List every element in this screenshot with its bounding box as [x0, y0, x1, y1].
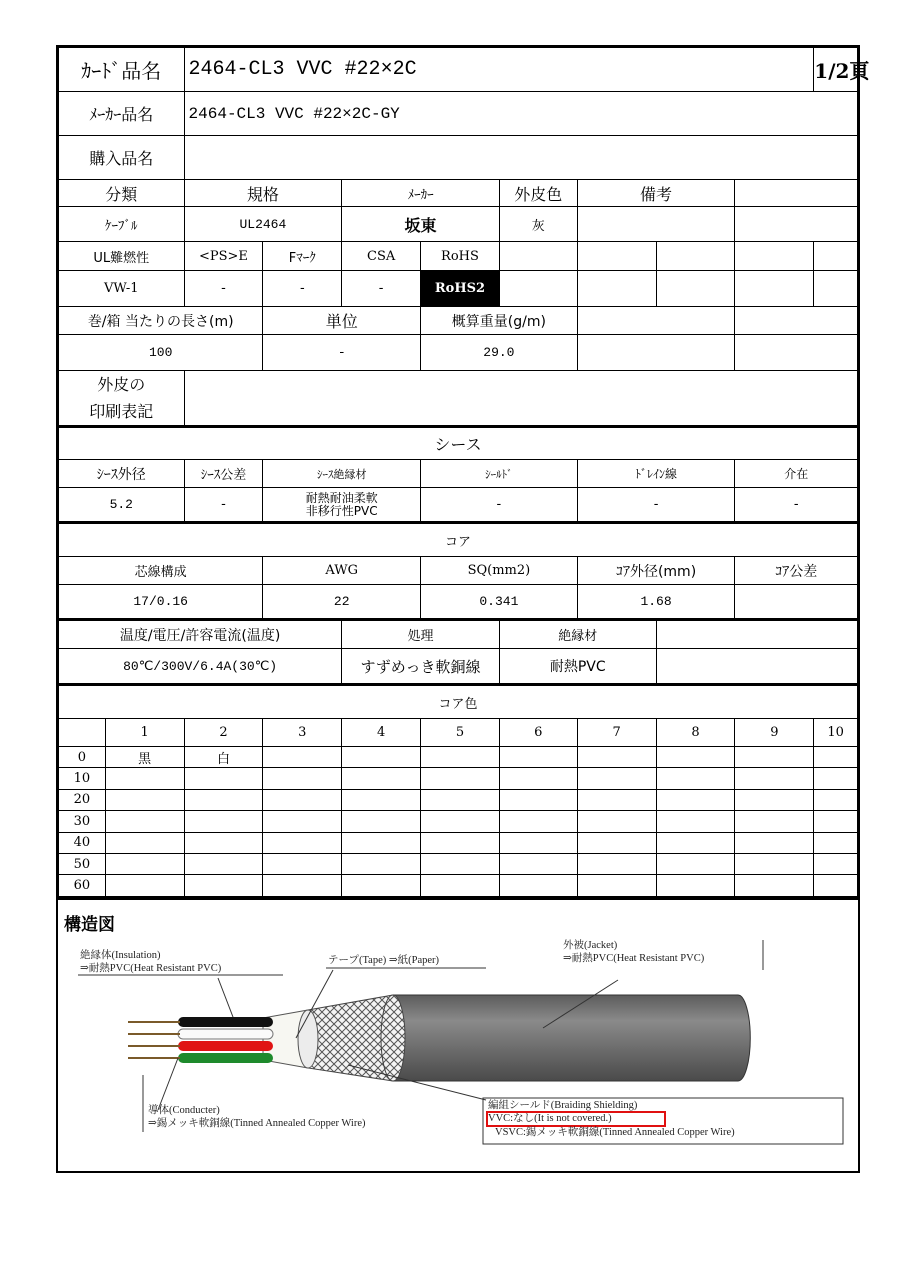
color-cell — [656, 853, 735, 874]
spec-sheet — [56, 45, 870, 1173]
row-label: 10 — [59, 768, 106, 789]
weight-value: 29.0 — [421, 335, 578, 371]
flame-header-pse: <PS>E — [184, 242, 263, 271]
core-color-col-5: 5 — [421, 719, 500, 747]
print-label-line-1: 外皮の — [97, 375, 146, 394]
spec-header-category: 分類 — [59, 180, 185, 207]
color-cell — [421, 789, 500, 810]
color-cell — [105, 832, 184, 853]
color-cell — [263, 768, 342, 789]
length-value-blank-1 — [577, 335, 735, 371]
color-cell — [421, 811, 500, 832]
structure-diagram — [58, 897, 858, 1163]
color-cell — [499, 768, 577, 789]
spec-value-category: ｹｰﾌﾞﾙ — [59, 207, 185, 242]
jacket-shape — [393, 995, 750, 1081]
conductor-material: ⇒錫メッキ軟銅線(Tinned Annealed Copper Wire) — [148, 1117, 366, 1129]
core-value-sq: 0.341 — [421, 585, 578, 620]
print-marking-value — [184, 371, 857, 427]
core-value-awg: 22 — [263, 585, 421, 620]
row-label: 20 — [59, 789, 106, 810]
length-header-blank-1 — [577, 307, 735, 335]
core-color-title: コア色 — [59, 685, 858, 719]
unit-value: - — [263, 335, 421, 371]
color-cell — [735, 832, 814, 853]
spec-value-remarks — [577, 207, 735, 242]
tape-end — [298, 1010, 318, 1068]
color-cell — [656, 832, 735, 853]
core-color-col-4: 4 — [342, 719, 421, 747]
color-cell — [499, 832, 577, 853]
braid-shape — [308, 995, 393, 1081]
color-cell — [577, 789, 656, 810]
table-row — [59, 811, 858, 832]
sheath-header-material: ｼｰｽ絶縁材 — [263, 460, 421, 488]
maker-name-label: ﾒｰｶｰ品名 — [59, 92, 185, 136]
spec-table — [58, 47, 870, 897]
color-cell — [577, 811, 656, 832]
shield-vsvc: VSVC:錫メッキ軟銅線(Tinned Annealed Copper Wire) — [495, 1126, 735, 1138]
insulation-material: ⇒耐熱PVC(Heat Resistant PVC) — [80, 962, 222, 974]
spec-value-blank — [735, 207, 858, 242]
flame-value-ul: VW-1 — [59, 271, 185, 307]
row-label: 0 — [59, 747, 106, 768]
insulation-value: 耐熱PVC — [499, 649, 656, 685]
color-cell — [263, 853, 342, 874]
braid-end — [381, 995, 405, 1081]
core-color-col-2: 2 — [184, 719, 263, 747]
spec-header-color: 外皮色 — [499, 180, 577, 207]
color-cell — [814, 747, 858, 768]
color-cell — [184, 811, 263, 832]
maker-name-value: 2464-CL3 VVC #22×2C-GY — [184, 92, 857, 136]
print-label-line-2: 印刷表記 — [89, 402, 154, 421]
insulation-arrow — [218, 978, 233, 1017]
color-cell — [577, 768, 656, 789]
table-row — [59, 789, 858, 810]
table-row — [59, 768, 858, 789]
color-cell — [814, 811, 858, 832]
core-color-col-6: 6 — [499, 719, 577, 747]
color-cell — [105, 768, 184, 789]
row-label: 30 — [59, 811, 106, 832]
color-cell — [421, 747, 500, 768]
insulation-label: 絶縁体(Insulation) — [80, 949, 161, 961]
spec-value-color: 灰 — [499, 207, 577, 242]
row-label: 40 — [59, 832, 106, 853]
table-row — [59, 875, 858, 896]
color-cell — [105, 811, 184, 832]
color-cell — [421, 832, 500, 853]
length-value: 100 — [59, 335, 263, 371]
flame-header-rohs: RoHS — [421, 242, 500, 271]
sheath-header-filler: 介在 — [735, 460, 858, 488]
table-row — [59, 747, 858, 768]
flame-header-blank-1 — [499, 242, 577, 271]
core-color-col-7: 7 — [577, 719, 656, 747]
flame-value-blank-1 — [499, 271, 577, 307]
sheath-value-tol: - — [184, 488, 263, 523]
conductor-arrow — [158, 1058, 178, 1110]
spec-header-standard: 規格 — [184, 180, 342, 207]
color-cell — [735, 811, 814, 832]
color-cell — [342, 875, 421, 896]
table-row — [59, 832, 858, 853]
flame-value-fmark: - — [263, 271, 342, 307]
color-cell — [656, 811, 735, 832]
flame-value-blank-5 — [814, 271, 858, 307]
core-red — [178, 1041, 273, 1051]
color-cell — [263, 875, 342, 896]
flame-header-blank-4 — [735, 242, 814, 271]
color-cell: 黒 — [105, 747, 184, 768]
unit-header: 単位 — [263, 307, 421, 335]
table-row — [59, 853, 858, 874]
flame-header-csa: CSA — [342, 242, 421, 271]
core-header-strand: 芯線構成 — [59, 557, 263, 585]
color-cell — [342, 832, 421, 853]
core-color-col-10: 10 — [814, 719, 858, 747]
jacket-label: 外被(Jacket) — [563, 939, 618, 951]
sheath-value-material: 耐熱耐油柔軟 非移行性PVC — [263, 488, 421, 523]
core-header-od: ｺｱ外径(mm) — [577, 557, 735, 585]
color-cell — [735, 853, 814, 874]
sheath-header-od: ｼｰｽ外径 — [59, 460, 185, 488]
color-cell — [263, 811, 342, 832]
page-number: 1/2頁 — [814, 48, 858, 92]
jacket-material: ⇒耐熱PVC(Heat Resistant PVC) — [563, 952, 705, 964]
sheath-value-od: 5.2 — [59, 488, 185, 523]
core-black — [178, 1017, 273, 1027]
color-cell — [814, 832, 858, 853]
color-cell — [656, 789, 735, 810]
color-cell — [263, 789, 342, 810]
sheath-value-filler: - — [735, 488, 858, 523]
core-color-col-8: 8 — [656, 719, 735, 747]
flame-value-pse: - — [184, 271, 263, 307]
color-cell — [735, 789, 814, 810]
color-cell — [499, 853, 577, 874]
core-header-awg: AWG — [263, 557, 421, 585]
treatment-header: 処理 — [342, 620, 500, 649]
color-cell — [577, 853, 656, 874]
color-cell — [656, 768, 735, 789]
color-cell — [342, 768, 421, 789]
row-label: 60 — [59, 875, 106, 896]
shield-vvc: VVC:なし(It is not covered.) — [488, 1112, 612, 1124]
color-cell — [499, 789, 577, 810]
purchase-name-value — [184, 136, 857, 180]
core-color-col-1: 1 — [105, 719, 184, 747]
color-cell — [342, 811, 421, 832]
flame-value-blank-4 — [735, 271, 814, 307]
color-cell — [263, 747, 342, 768]
rating-header-blank — [656, 620, 857, 649]
core-value-tol — [735, 585, 858, 620]
color-cell — [577, 747, 656, 768]
card-name-label: ｶｰﾄﾞ品名 — [59, 48, 185, 92]
sheath-title: シース — [59, 427, 858, 460]
core-header-tol: ｺｱ公差 — [735, 557, 858, 585]
spec-value-maker: 坂東 — [342, 207, 500, 242]
color-cell — [577, 832, 656, 853]
spec-value-standard: UL2464 — [184, 207, 342, 242]
color-cell — [656, 875, 735, 896]
core-color-col-3: 3 — [263, 719, 342, 747]
flame-header-ul: UL難燃性 — [59, 242, 185, 271]
color-cell — [184, 875, 263, 896]
color-cell — [184, 853, 263, 874]
rating-value: 80℃/300V/6.4A(30℃) — [59, 649, 342, 685]
core-value-strand: 17/0.16 — [59, 585, 263, 620]
core-green — [178, 1053, 273, 1063]
color-cell — [656, 747, 735, 768]
color-cell — [105, 853, 184, 874]
treatment-value: すずめっき軟銅線 — [342, 649, 500, 685]
color-cell — [814, 768, 858, 789]
core-header-sq: SQ(mm2) — [421, 557, 578, 585]
tape-label: テープ(Tape) ⇒紙(Paper) — [328, 954, 440, 966]
color-cell — [735, 768, 814, 789]
core-color-rows — [59, 747, 858, 897]
color-cell — [263, 832, 342, 853]
sheath-header-drain: ﾄﾞﾚｲﾝ線 — [577, 460, 735, 488]
flame-header-blank-3 — [656, 242, 735, 271]
color-cell: 白 — [184, 747, 263, 768]
color-cell — [184, 768, 263, 789]
color-cell — [105, 789, 184, 810]
spec-header-remarks: 備考 — [577, 180, 735, 207]
sheath-value-shield: - — [421, 488, 578, 523]
print-marking-label — [59, 371, 185, 427]
length-header: 巻/箱 当たりの長さ(m) — [59, 307, 263, 335]
core-title: コア — [59, 523, 858, 557]
color-cell — [499, 875, 577, 896]
sheath-value-drain: - — [577, 488, 735, 523]
highlight-box — [486, 1111, 666, 1127]
rohs-badge: RoHS2 — [421, 271, 500, 307]
color-cell — [814, 789, 858, 810]
color-cell — [499, 811, 577, 832]
color-cell — [421, 853, 500, 874]
length-value-blank-2 — [735, 335, 858, 371]
core-color-corner — [59, 719, 106, 747]
core-white — [178, 1029, 273, 1039]
color-cell — [814, 853, 858, 874]
flame-value-csa: - — [342, 271, 421, 307]
color-cell — [421, 768, 500, 789]
flame-header-blank-2 — [577, 242, 656, 271]
conductor-label: 導体(Conducter) — [148, 1104, 220, 1116]
color-cell — [499, 747, 577, 768]
flame-header-blank-5 — [814, 242, 858, 271]
color-cell — [342, 747, 421, 768]
insulation-header: 絶縁材 — [499, 620, 656, 649]
flame-header-fmark: Fﾏｰｸ — [263, 242, 342, 271]
row-label: 50 — [59, 853, 106, 874]
rating-value-blank — [656, 649, 857, 685]
length-header-blank-2 — [735, 307, 858, 335]
color-cell — [184, 832, 263, 853]
flame-value-blank-3 — [656, 271, 735, 307]
shield-label: 編組シールド(Braiding Shielding) — [488, 1099, 638, 1111]
color-cell — [184, 789, 263, 810]
sheath-header-shield: ｼｰﾙﾄﾞ — [421, 460, 578, 488]
color-cell — [735, 875, 814, 896]
rating-header: 温度/電圧/許容電流(温度) — [59, 620, 342, 649]
diagram-title: 構造図 — [64, 914, 115, 935]
color-cell — [342, 853, 421, 874]
purchase-name-label: 購入品名 — [59, 136, 185, 180]
sheath-header-tol: ｼｰｽ公差 — [184, 460, 263, 488]
weight-header: 概算重量(g/m) — [421, 307, 578, 335]
color-cell — [105, 875, 184, 896]
spec-header-maker: ﾒｰｶｰ — [342, 180, 500, 207]
spec-header-blank — [735, 180, 858, 207]
color-cell — [421, 875, 500, 896]
core-color-col-9: 9 — [735, 719, 814, 747]
core-value-od: 1.68 — [577, 585, 735, 620]
flame-value-blank-2 — [577, 271, 656, 307]
card-name-value: 2464-CL3 VVC #22×2C — [184, 48, 814, 92]
color-cell — [814, 875, 858, 896]
color-cell — [735, 747, 814, 768]
color-cell — [577, 875, 656, 896]
color-cell — [342, 789, 421, 810]
